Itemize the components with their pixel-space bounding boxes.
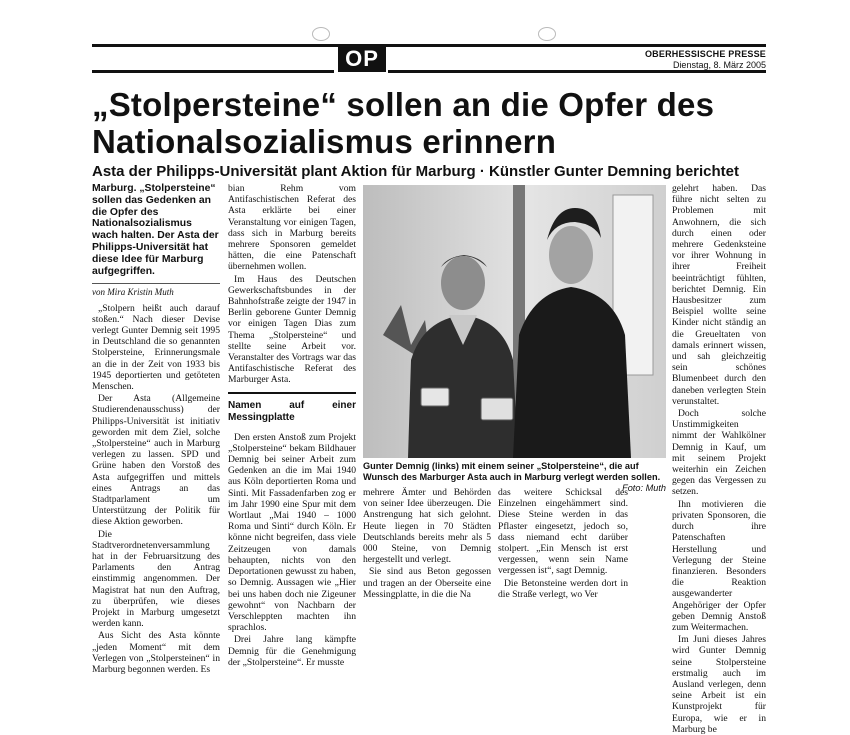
photo-credit: Foto: Muth — [622, 483, 666, 493]
newspaper-name: OBERHESSISCHE PRESSE — [644, 49, 766, 59]
paragraph: Ihn motivieren die privaten Sponsoren, die durch ihre Patenschaften Herstellung und Verlegung der Steine finanzieren. Besonders die Reaktion ausgewanderter Angehöriger der Opfer geben Demnig Anstoß zum Weitermachen. — [672, 498, 766, 633]
paragraph: bian Rehm vom Antifaschistischen Referat des Asta erklärte bei einer Veranstaltung vor einigen Tagen, dass sich in Marburg bereits mehrere Sponsoren gemeldet hätten, die eine Patenschaft übernehmen wollen. — [228, 183, 356, 273]
paragraph: Sie sind aus Beton gegossen und tragen an der Oberseite eine Messingplatte, in die die Na — [363, 566, 491, 600]
paragraph: das weitere Schicksal des Einzelnen eingehämmert sind. Diese Steine werden in das Pflaster eingesetzt, jedoch so, dass niemand echt darüber stolpert. „Ein Mensch ist erst vergessen, wenn sein Name vergessen ist“, sagt Demnig. — [498, 487, 628, 577]
article-column-4 — [498, 487, 628, 600]
issue-date: Dienstag, 8. März 2005 — [672, 60, 766, 70]
article-byline: von Mira Kristin Muth — [92, 283, 220, 298]
paragraph: gelehrt haben. Das führe nicht selten zu Problemen mit Anwohnern, die sich durch einen oder mehrere Gedenksteine vor ihrer Wohnung in ihrer Freiheit beeinträchtigt fühlten, berichtet Demnig. Ein Hausbesitzer zum Beispiel wollte seine Kinder nicht ständig an die Greueltaten von damals erinnert wissen, und sah gleichzeitig sein schönes Blumenbeet durch den daneben verlegten Stein verunstaltet. — [672, 183, 766, 407]
article-column-1 — [92, 183, 220, 676]
paragraph: mehrere Ämter und Behörden von seiner Idee überzeugen. Die Anstrengung hat sich gelohnt. Heute liegen in 70 Städten Deutschlands bereits mehr als 5 000 Steine, von Demnig hergestellt und verlegt. — [363, 487, 491, 566]
article-column-3 — [363, 487, 491, 600]
masthead-rule — [92, 44, 766, 47]
paragraph: Drei Jahre lang kämpfte Demnig für die Genehmigung der „Stolpersteine“. Er musste — [228, 634, 356, 668]
photo-caption-text: Gunter Demnig (links) mit einem seiner „Stolpersteine“, die auf Wunsch des Marburger Asta auch in Marburg verlegt werden sollen. — [363, 461, 661, 482]
paragraph: Der Asta (Allgemeine Studierendenausschuss) der Philipps-Universität ist initiativ geworden mit dem Ziel, solche „Stolpersteine“ auch in Marburg verlegen zu lassen. SPD und Grüne haben den Vorstoß des Asta aufgegriffen und mittels eines Antrags an das Stadtparlament um Unterstützung der Politik für diese Aktion geworben. — [92, 393, 220, 528]
article-column-5 — [672, 183, 766, 735]
article-headline: „Stolpersteine“ sollen an die Opfer des Nationalsozialismus erinnern — [92, 86, 715, 160]
paragraph: „Stolpern heißt auch darauf stoßen.“ Nach dieser Devise verlegt Gunter Demnig seit 1995 in Deutschland die so genannten Stolpersteine, Erinnerungsmale an die in der Zeit von 1933 bis 1945 deportierten und getöteten Menschen. — [92, 302, 220, 392]
paragraph: Den ersten Anstoß zum Projekt „Stolpersteine“ bekam Bildhauer Demnig bei seiner Arbeit zum Gedenken an die im Mai 1940 aus Köln deportierten Roma und Sinti. Mit Fassadenfarben zog er im Jahr 1990 eine Spur mit dem Wortlaut „Mai 1940 – 1000 Roma und Sinti“ durch Köln. Er könne nicht begreifen, dass viele Zeitzeugen von damals behaupten, nichts von den Deportationen gewusst zu haben, so Demnig. Aussagen wie „Hier bei uns haben doch nie Zigeuner gewohnt“ von Nachbarn der Verschleppten machten ihn sprachlos. — [228, 431, 356, 634]
article-photo — [363, 185, 666, 458]
punch-hole-left — [312, 27, 330, 41]
article-lede: Marburg. „Stolpersteine“ sollen das Gedenken an die Opfer des Nationalsozialismus wach halten. Der Asta der Philipps-Universität hat diese Idee für Marburg aufgegriffen. — [92, 183, 219, 277]
newspaper-logo: OP — [338, 46, 386, 72]
masthead-rule-lower-left — [92, 70, 334, 73]
punch-hole-right — [538, 27, 556, 41]
masthead-rule-lower-right — [388, 70, 766, 73]
photo-illustration — [363, 185, 666, 458]
paragraph: Im Juni dieses Jahres wird Gunter Demnig seine Stolpersteine erstmalig auch im Ausland verlegen, denn seine Arbeit ist ein Kunstprojekt für Europa, wie er in Marburg be — [672, 634, 766, 735]
paragraph: Im Haus des Deutschen Gewerkschaftsbundes in der Bahnhofstraße zeigte der 1947 in Berlin geborene Gunter Demnig vor einigen Tagen Dias zum Thema „Stolpersteine“ und stellte seine Arbeit vor. Veranstalter des Vortrags war das Antifaschistische Referat des Marburger Asta. — [228, 273, 356, 386]
section-subtitle: Namen auf einer Messingplatte — [228, 392, 356, 424]
article-subhead: Asta der Philipps-Universität plant Aktion für Marburg · Künstler Gunter Demning berichtet — [92, 163, 740, 180]
paragraph: Die Betonsteine werden dort in die Straße verlegt, wo Ver — [498, 577, 628, 600]
article-column-2 — [228, 183, 356, 668]
paragraph: Die Stadtverordnetenversammlung hat in der Februarsitzung des Parlaments den Antrag einstimmig angenommen. Der Magistrat hat nun den Auftrag, zu überprüfen, wie dieses Projekt in Marburg umgesetzt werden kann. — [92, 528, 220, 630]
paragraph: Doch solche Unstimmigkeiten nimmt der Wahlkölner Demnig in Kauf, um mit seinem Projekt weiterhin ein Zeichen gegen das Vergessen zu setzen. — [672, 408, 766, 498]
paragraph: Aus Sicht des Asta könnte „jeden Moment“ mit dem Verlegen von „Stolpersteinen“ in Marburg begonnen werden. Es — [92, 630, 220, 676]
